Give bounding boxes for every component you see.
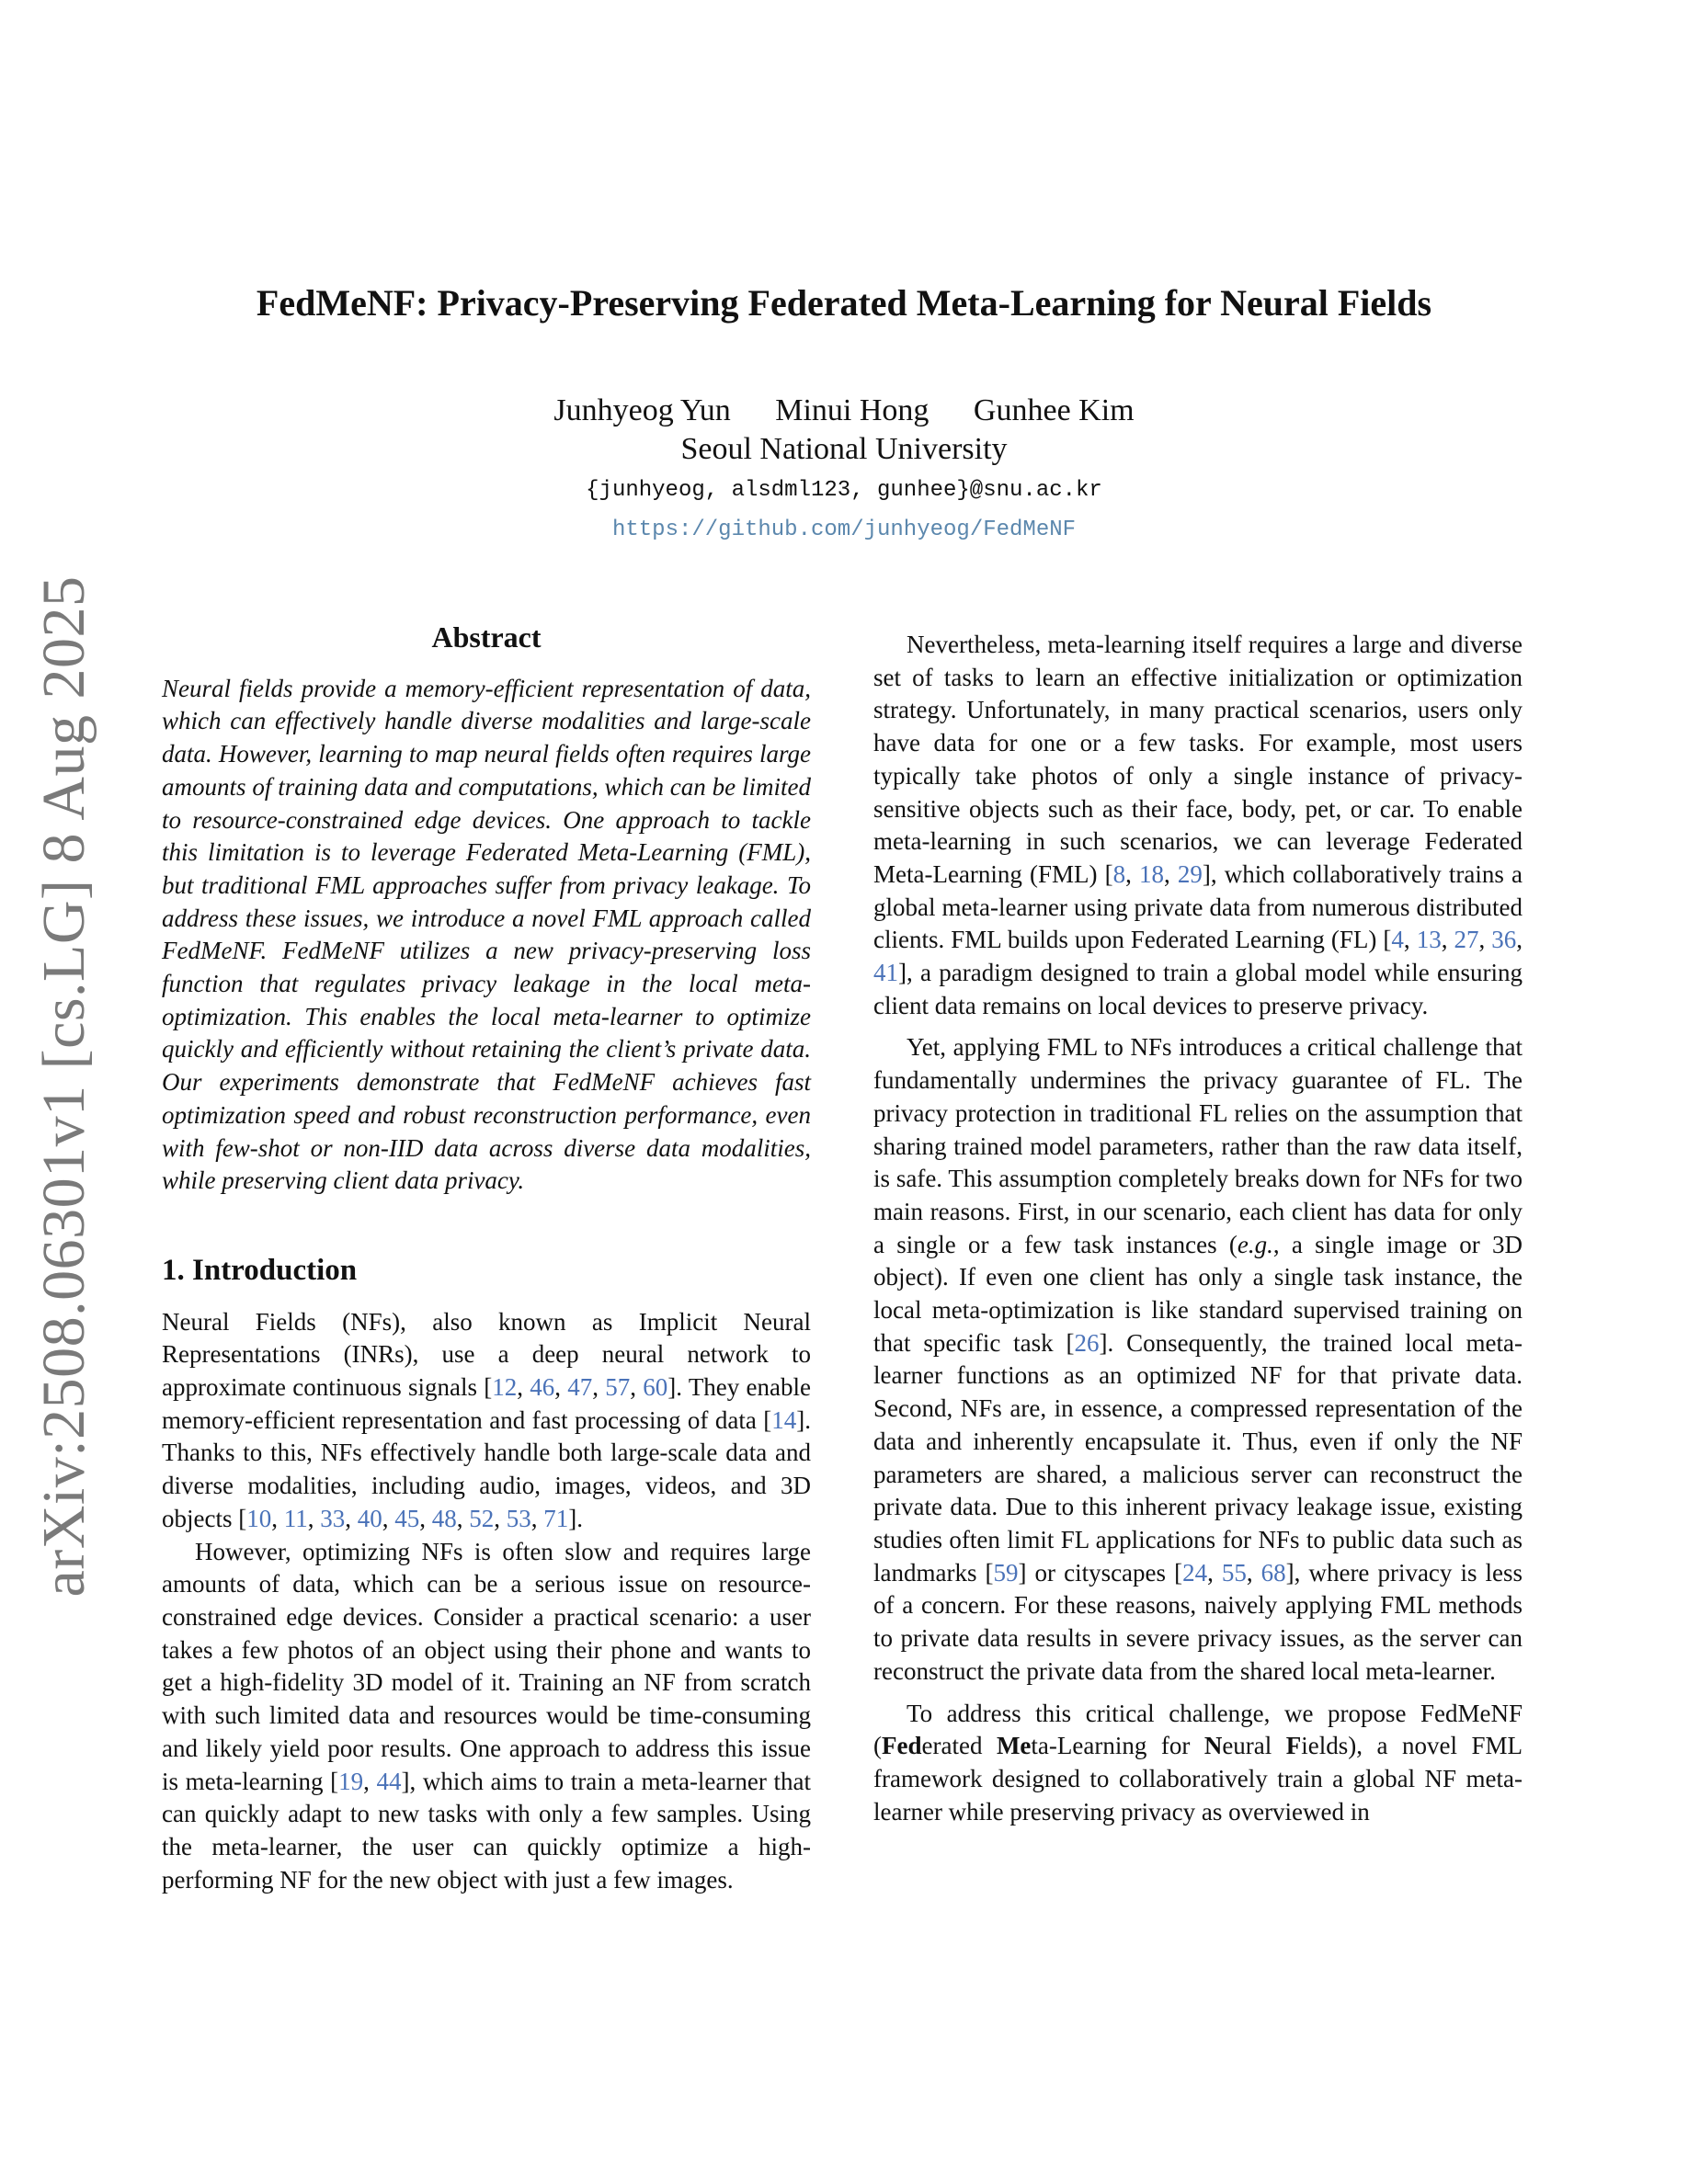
citation-link[interactable]: 48 (431, 1504, 457, 1532)
arxiv-sidebar (26, 575, 103, 1598)
citation-link[interactable]: 29 (1177, 859, 1203, 888)
citation-link[interactable]: 41 (873, 959, 898, 987)
citation-link[interactable]: 55 (1221, 1558, 1247, 1587)
citation-link[interactable]: 13 (1416, 926, 1442, 954)
citation-link[interactable]: 11 (283, 1504, 308, 1532)
intro-paragraph-2: However, optimizing NFs is often slow and requires large amounts of data, which can be a serious issue on resource-constrained edge devices. Consider a practical scenario: a user takes a few photos of an object using their phone and wants to get a high-fidelity 3D model of it. Training an NF from scratch with such limited data and resources would be time-consuming and likely yield poor results. One approach to address this issue is meta-learning [19, 44], which aims to train a meta-learner that can quickly adapt to new tasks with only a few samples. Using the meta-learner, the user can quickly optimize a high-performing NF for the new object with just a few images. (162, 1537, 811, 1894)
citation-link[interactable]: 59 (993, 1558, 1019, 1587)
author-name: Gunhee Kim (973, 393, 1135, 427)
abstract-heading: Abstract (431, 620, 542, 654)
citation-link[interactable]: 8 (1112, 859, 1126, 888)
citation-link[interactable]: 45 (394, 1504, 420, 1532)
citation-link[interactable]: 47 (567, 1373, 593, 1402)
author-emails: {junhyeog, alsdml123, gunhee}@snu.ac.kr (586, 478, 1102, 503)
arxiv-identifier: arXiv:2508.06301v1 [cs.LG] 8 Aug 2025 (30, 575, 97, 1598)
citation-link[interactable]: 26 (1074, 1328, 1100, 1357)
citation-link[interactable]: 27 (1454, 926, 1479, 954)
citation-link[interactable]: 12 (492, 1373, 518, 1402)
citation-link[interactable]: 68 (1260, 1558, 1286, 1587)
intro-paragraph-4: Yet, applying FML to NFs introduces a critical challenge that fundamentally undermines the privacy guarantee of FL. The privacy protection in traditional FL relies on the assumption that sharing trained model parameters, rather than the raw data itself, is safe. This assumption completely breaks down for NFs for two main reasons. First, in our scenario, each client has data for only a single or a few task instances (e.g., a single image or 3D object). If even one client has only a single task instance, the local meta-optimization is like standard supervised training on that specific task [26]. Consequently, the trained local meta-learner functions as an optimized NF for that private data. Second, NFs are, in essence, a compressed representation of the data and inherently encapsulate it. Thus, even if only the NF parameters are shared, a malicious server can reconstruct the private data. Due to this inherent privacy leakage issue, existing studies often limit FL applications for NFs to public data such as landmarks [59] or cityscapes [24, 55, 68], where privacy is less of a concern. For these reasons, naively applying FML methods to private data results in severe privacy issues, as the server can reconstruct the private data from the shared local meta-learner. (873, 1033, 1523, 1685)
author-name: Minui Hong (775, 393, 930, 427)
section-heading-introduction: 1. Introduction (162, 1253, 358, 1287)
citation-link[interactable]: 4 (1391, 926, 1404, 954)
citation-link[interactable]: 60 (643, 1373, 668, 1402)
citation-link[interactable]: 71 (543, 1504, 569, 1532)
citation-link[interactable]: 40 (357, 1504, 382, 1532)
citation-link[interactable]: 18 (1139, 859, 1165, 888)
citation-link[interactable]: 46 (530, 1373, 555, 1402)
code-link[interactable]: https://github.com/junhyeog/FedMeNF (611, 518, 1077, 542)
intro-paragraph-3: Nevertheless, meta-learning itself requires a large and diverse set of tasks to learn an effective initialization or optimization strategy. Unfortunately, in many practical scenarios, users only have data for one or a few tasks. For example, most users typically take photos of only a single instance of privacy-sensitive objects such as their face, body, pet, or car. To enable meta-learning in such scenarios, we can leverage Federated Meta-Learning (FML) [8, 18, 29], which collaboratively trains a global meta-learner using private data from numerous distributed clients. FML builds upon Federated Learning (FL) [4, 13, 27, 36, 41], a paradigm designed to train a global model while ensuring client data remains on local devices to preserve privacy. (873, 631, 1523, 1019)
citation-link[interactable]: 52 (469, 1504, 495, 1532)
citation-link[interactable]: 57 (605, 1373, 631, 1402)
left-column (162, 621, 811, 1896)
right-column (873, 629, 1523, 1828)
citation-link[interactable]: 10 (246, 1504, 272, 1532)
author-list (0, 393, 1688, 428)
abstract-text: Neural fields provide a memory-efficient representation of data, which can effectively handle diverse modalities and large-scale data. However, learning to map neural fields often requires large amounts of training data and computations, which can be limited to resource-constrained edge devices. One approach to tackle this limitation is to leverage Federated Meta-Learning (FML), but traditional FML approaches suffer from privacy leakage. To address these issues, we introduce a novel FML approach called FedMeNF. FedMeNF utilizes a new privacy-preserving loss function that regulates privacy leakage in the local meta-optimization. This enables the local meta-learner to optimize quickly and efficiently without retaining the client’s private data. Our experiments demonstrate that FedMeNF achieves fast optimization speed and robust reconstruction performance, even with few-shot or non-IID data across diverse data modalities, while preserving client data privacy. (162, 674, 811, 1195)
intro-paragraph-5: To address this critical challenge, we propose FedMeNF (Federated Meta-Learning for Neural Fields), a novel FML framework designed to collaboratively train a global NF meta-learner while preserving privacy as overviewed in (873, 1699, 1523, 1826)
affiliation: Seoul National University (680, 432, 1008, 466)
intro-paragraph-1: Neural Fields (NFs), also known as Implicit Neural Representations (INRs), use a deep neural network to approximate continuous signals [12, 46, 47, 57, 60]. They enable memory-efficient representation and fast processing of data [14]. Thanks to this, NFs effectively handle both large-scale data and diverse modalities, including audio, images, videos, and 3D objects [10, 11, 33, 40, 45, 48, 52, 53, 71]. (162, 1307, 812, 1532)
citation-link[interactable]: 14 (771, 1405, 797, 1434)
citation-link[interactable]: 36 (1491, 926, 1517, 954)
author-name: Junhyeog Yun (553, 393, 731, 427)
citation-link[interactable]: 44 (376, 1767, 402, 1795)
citation-link[interactable]: 33 (320, 1504, 346, 1532)
citation-link[interactable]: 19 (338, 1767, 364, 1795)
citation-link[interactable]: 53 (506, 1504, 531, 1532)
paper-title: FedMeNF: Privacy-Preserving Federated Meta-Learning for Neural Fields (256, 282, 1432, 324)
citation-link[interactable]: 24 (1182, 1558, 1208, 1587)
